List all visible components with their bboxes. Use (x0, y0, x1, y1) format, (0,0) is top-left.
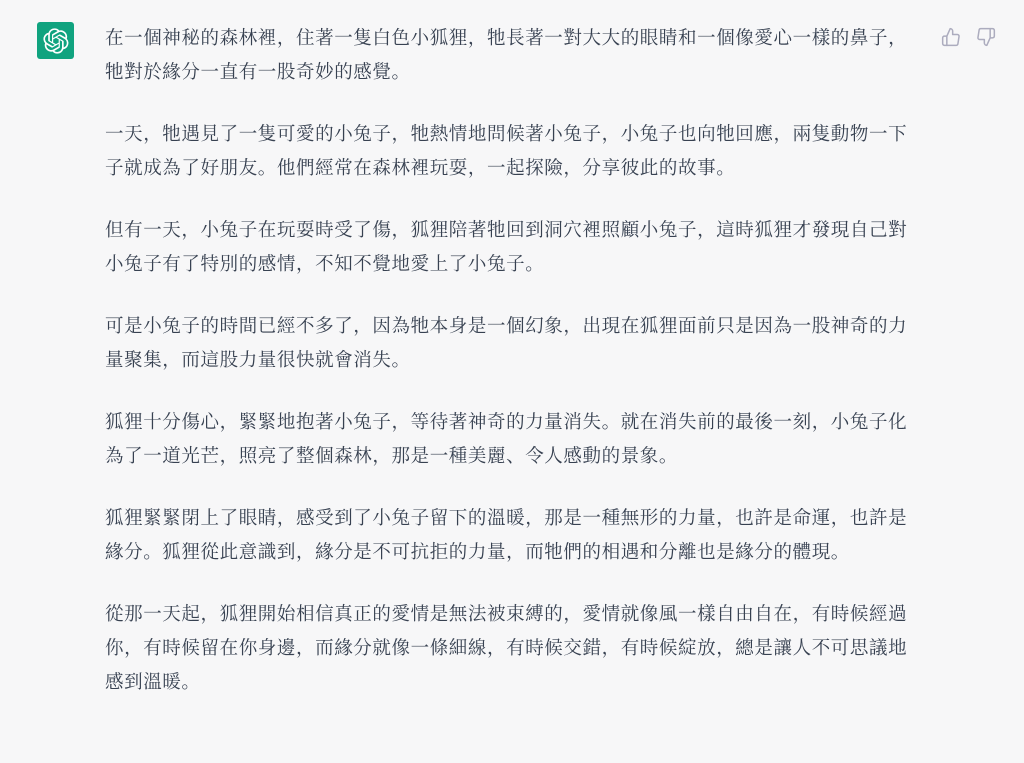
message-paragraph-4: 可是小兔子的時間已經不多了，因為牠本身是一個幻象，出現在狐狸面前只是因為一股神奇的力量聚集，而這股力量很快就會消失。 (105, 316, 908, 371)
message-paragraph-5: 狐狸十分傷心，緊緊地抱著小兔子，等待著神奇的力量消失。就在消失前的最後一刻，小兔子化為了一道光芒，照亮了整個森林，那是一種美麗、令人感動的景象。 (105, 412, 908, 467)
assistant-avatar (37, 22, 74, 59)
message-paragraph-1: 在一個神秘的森林裡，住著一隻白色小狐狸，牠長著一對大大的眼睛和一個像愛心一樣的鼻子，牠對於緣分一直有一股奇妙的感覺。 (105, 28, 908, 83)
message-paragraph-7: 從那一天起，狐狸開始相信真正的愛情是無法被束縛的，愛情就像風一樣自由自在，有時候經過你，有時候留在你身邊，而緣分就像一條細線，有時候交錯，有時候綻放，總是讓人不可思議地感到溫暖。 (105, 604, 908, 693)
openai-logo-icon (43, 28, 69, 54)
message-paragraph-6: 狐狸緊緊閉上了眼睛，感受到了小兔子留下的溫暖，那是一種無形的力量，也許是命運，也許是緣分。狐狸從此意識到，緣分是不可抗拒的力量，而牠們的相遇和分離也是緣分的體現。 (105, 508, 908, 563)
thumbs-down-button[interactable] (975, 26, 997, 48)
assistant-message (105, 22, 923, 728)
thumbs-up-icon (941, 27, 961, 47)
message-paragraph-2: 一天，牠遇見了一隻可愛的小兔子，牠熱情地問候著小兔子，小兔子也向牠回應，兩隻動物一下子就成為了好朋友。他們經常在森林裡玩耍，一起探險，分享彼此的故事。 (105, 124, 908, 179)
thumbs-up-button[interactable] (940, 26, 962, 48)
thumbs-down-icon (976, 27, 996, 47)
message-paragraph-3: 但有一天，小兔子在玩耍時受了傷，狐狸陪著牠回到洞穴裡照顧小兔子，這時狐狸才發現自己對小兔子有了特別的感情，不知不覺地愛上了小兔子。 (105, 220, 908, 275)
feedback-buttons (940, 26, 997, 48)
